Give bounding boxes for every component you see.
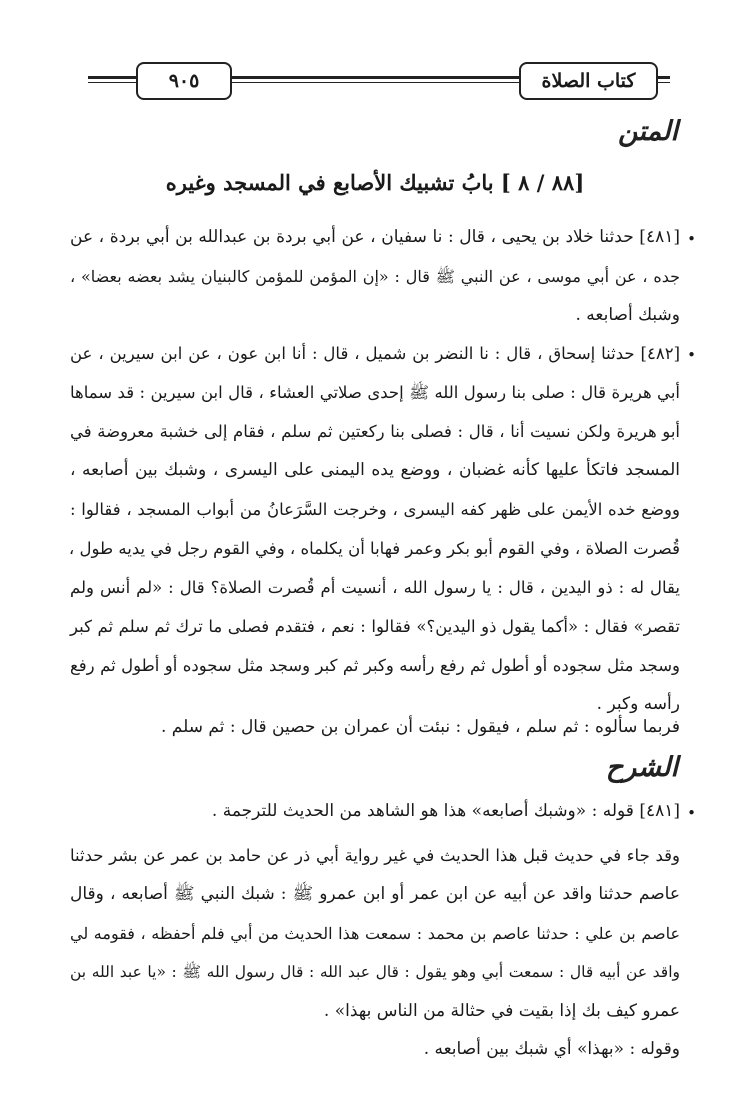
running-header: [88, 62, 670, 100]
text-line: وقوله : «بهذا» أي شبك بين أصابعه .: [423, 1039, 680, 1059]
bullet-icon: •: [687, 346, 696, 364]
text-line: [٤٨١] حدثنا خلاد بن يحيى ، قال : نا سفيان ، عن أبي بردة بن عبدالله بن أبي بردة ، عن: [70, 227, 680, 247]
text-line: يقال له : ذو اليدين ، قال : يا رسول الله ، أنسيت أم قُصرت الصلاة؟ قال : «لم أنس ولم: [70, 578, 680, 597]
text-line: وشبك أصابعه .: [575, 305, 680, 325]
page-number-box: [136, 62, 232, 100]
book-title: كتاب الصلاة: [541, 70, 636, 92]
text-line: جده ، عن أبي موسى ، عن النبي ﷺ قال : «إن المؤمن للمؤمن كالبنيان يشد بعضه بعضا» ،: [70, 267, 680, 286]
book-title-box: [519, 62, 658, 100]
after-482-note: [70, 708, 680, 747]
text-line: أبو هريرة ولكن نسيت أنا ، قال : فصلى بنا ركعتين ثم سلم ، فقام إلى خشبة معروضة في: [70, 422, 680, 441]
text-line: [٤٨٢] حدثنا إسحاق ، قال : نا النضر بن شميل ، قال : أنا ابن عون ، عن ابن سيرين ، عن: [70, 344, 680, 363]
page-number: ٩٠٥: [168, 70, 200, 92]
hadith-481: [70, 218, 696, 335]
text-line: فربما سألوه : ثم سلم ، فيقول : نبئت أن عمران بن حصين قال : ثم سلم .: [160, 717, 680, 737]
text-line: عاصم بن علي : حدثنا عاصم بن محمد : سمعت هذا الحديث من أبي فلم أحفظه ، فقومه لي: [70, 924, 680, 943]
sharh-paragraph: [70, 836, 680, 1031]
bullet-icon: •: [687, 230, 696, 248]
matn-label: المتن: [617, 116, 678, 147]
text-line: عاصم حدثنا واقد عن أبيه عن ابن عمر أو ابن عمرو ﷺ : شبك النبي ﷺ أصابعه ، وقال: [70, 884, 680, 904]
text-line: واقد عن أبيه قال : سمعت أبي وهو يقول : قال عبد الله : قال رسول الله ﷺ : «يا عبد الله بن: [70, 963, 680, 981]
final-note: [70, 1030, 680, 1069]
text-line: وقد جاء في حديث قبل هذا الحديث في غير رواية أبي ذر عن حامد بن عمر عن بشر حدثنا: [70, 846, 680, 865]
text-line: المسجد فاتكأ عليها كأنه غضبان ، ووضع يده اليمنى على اليسرى ، وشبك بين أصابعه ،: [70, 460, 680, 480]
text-line: تقصر» فقال : «أكما يقول ذو اليدين؟» فقالوا : نعم ، فتقدم فصلى ما ترك ثم سلم ثم كبر: [70, 617, 680, 636]
text-line: ووضع خده الأيمن على ظهر كفه اليسرى ، وخرجت السَّرَعانُ من أبواب المسجد ، فقالوا :: [70, 500, 680, 519]
chapter-title: [٨٨ / ٨ ] بابُ تشبيك الأصابع في المسجد وغيره: [165, 170, 585, 195]
text-line: [٤٨١] قوله : «وشبك أصابعه» هذا هو الشاهد من الحديث للترجمة .: [211, 801, 680, 821]
hadith-482: [68, 334, 696, 724]
text-line: وسجد مثل سجوده أو أطول ثم رفع رأسه وكبر ثم كبر وسجد مثل سجوده أو أطول ثم رفع: [70, 656, 680, 675]
text-line: رأسه وكبر .: [596, 694, 680, 714]
sharh-481: [70, 792, 696, 831]
sharh-label: الشرح: [605, 752, 678, 783]
bullet-icon: •: [687, 804, 696, 822]
text-line: عمرو كيف بك إذا بقيت في حثالة من الناس بهذا» .: [323, 1001, 680, 1021]
text-line: أبي هريرة قال : صلى بنا رسول الله ﷺ إحدى صلاتي العشاء ، قال ابن سيرين : قد سماها: [70, 383, 680, 402]
text-line: قُصرت الصلاة ، وفي القوم أبو بكر وعمر فهابا أن يكلماه ، وفي القوم رجل في يديه طول ،: [68, 539, 680, 558]
